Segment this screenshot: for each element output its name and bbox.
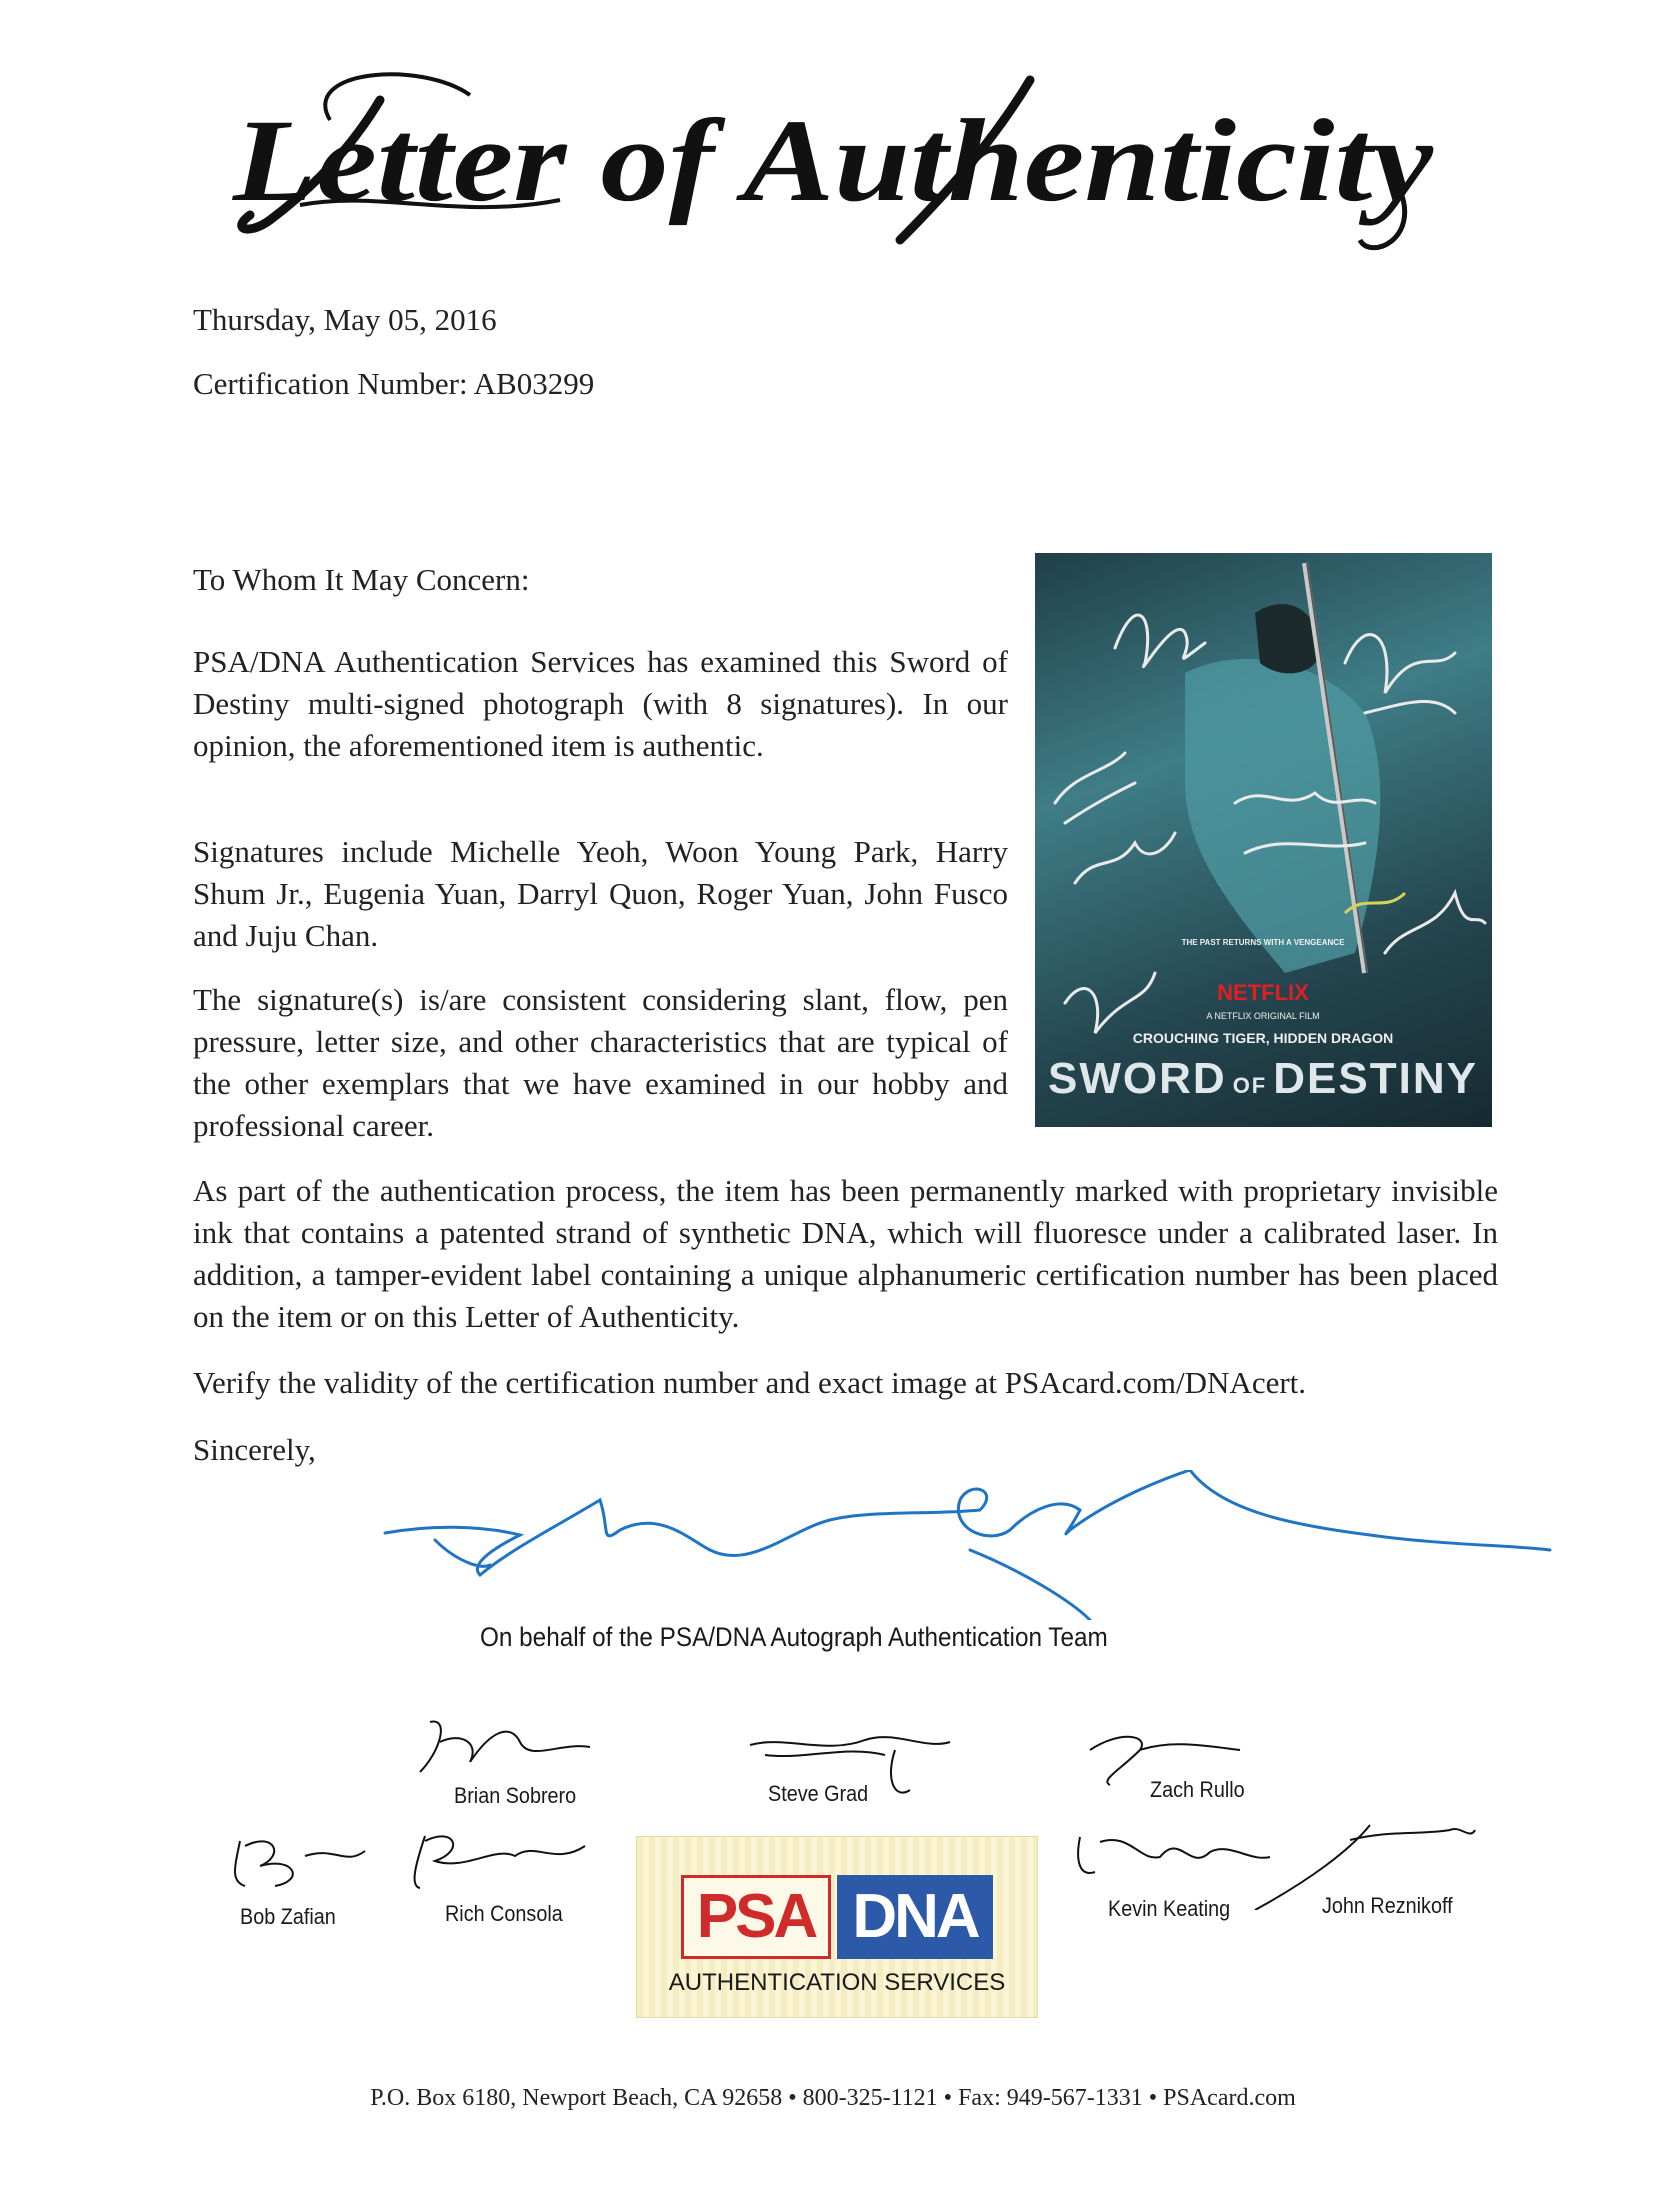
footer-address: P.O. Box 6180, Newport Beach, CA 92658 • 800-325-1121 • Fax: 949-567-1331 • PSAcard.com (370, 2085, 1296, 2111)
photo-title-destiny: DESTINY (1273, 1054, 1478, 1103)
on-behalf-text: On behalf of the PSA/DNA Autograph Authentication Team (480, 1622, 1108, 1652)
photo-netflix-logo: NETFLIX (1217, 980, 1309, 1005)
signature-rich-consola (405, 1826, 595, 1896)
team-name-john-reznikoff: John Reznikoff (1322, 1893, 1453, 1918)
signature-brian-sobrero (410, 1712, 610, 1782)
team-name-zach-rullo: Zach Rullo (1150, 1777, 1245, 1802)
paragraph-signatures: Signatures include Michelle Yeoh, Woon Young Park, Harry Shum Jr., Eugenia Yuan, Darryl Quon, Roger Yuan, John Fusco and Juju Chan. (193, 834, 1008, 953)
paragraph-process: As part of the authentication process, the item has been permanently marked with proprietary invisible ink that contains a patented strand of synthetic DNA, which will fluoresce under a calibrated laser. In addition, a tamper-evident label containing a unique alphanumeric certification number has been placed on the item or on this Letter of Authenticity. (193, 1173, 1498, 1334)
team-name-bob-zafian: Bob Zafian (240, 1904, 336, 1929)
main-signature (370, 1470, 1570, 1620)
photo-original: A NETFLIX ORIGINAL FILM (1206, 1011, 1320, 1021)
photo-tagline: THE PAST RETURNS WITH A VENGEANCE (1181, 938, 1345, 947)
team-name-kevin-keating: Kevin Keating (1108, 1896, 1231, 1921)
closing: Sincerely, (193, 1432, 316, 1467)
salutation: To Whom It May Concern: (193, 562, 530, 597)
svg-text:SWORDOFDESTINY (1048, 1054, 1478, 1103)
certification-number: Certification Number: AB03299 (193, 366, 595, 401)
photo-title-sword: SWORD (1048, 1054, 1227, 1103)
team-name-brian-sobrero: Brian Sobrero (454, 1783, 577, 1808)
psa-dna-badge (636, 1836, 1038, 2018)
photo-title-of: OF (1232, 1073, 1268, 1098)
team-name-rich-consola: Rich Consola (445, 1901, 563, 1926)
signature-bob-zafian (225, 1826, 375, 1896)
psa-logo-text: PSA (681, 1875, 831, 1959)
letter-date: Thursday, May 05, 2016 (193, 302, 497, 337)
paragraph-verify: Verify the validity of the certification number and exact image at PSAcard.com/DNAcert. (193, 1365, 1307, 1400)
paragraph-examined: PSA/DNA Authentication Services has examined this Sword of Destiny multi-signed photograph (with 8 signatures). In our opinion, the aforementioned item is authentic. (193, 644, 1008, 763)
letter-title (0, 40, 1666, 270)
signed-photo (1035, 553, 1492, 1127)
dna-logo-text: DNA (837, 1875, 993, 1959)
photo-subtitle: CROUCHING TIGER, HIDDEN DRAGON (1132, 1030, 1394, 1046)
paragraph-consistency: The signature(s) is/are consistent considering slant, flow, pen pressure, letter size, and other characteristics that are typical of the other exemplars that we have examined in our hobby and professional career. (193, 982, 1008, 1143)
team-name-steve-grad: Steve Grad (768, 1781, 869, 1806)
title-text: Letter of Authenticity (231, 95, 1434, 226)
signature-kevin-keating (1070, 1822, 1280, 1892)
psa-dna-logo (681, 1875, 993, 1959)
figure-silhouette (1185, 659, 1380, 973)
badge-subtitle: AUTHENTICATION SERVICES (668, 1969, 1006, 1996)
